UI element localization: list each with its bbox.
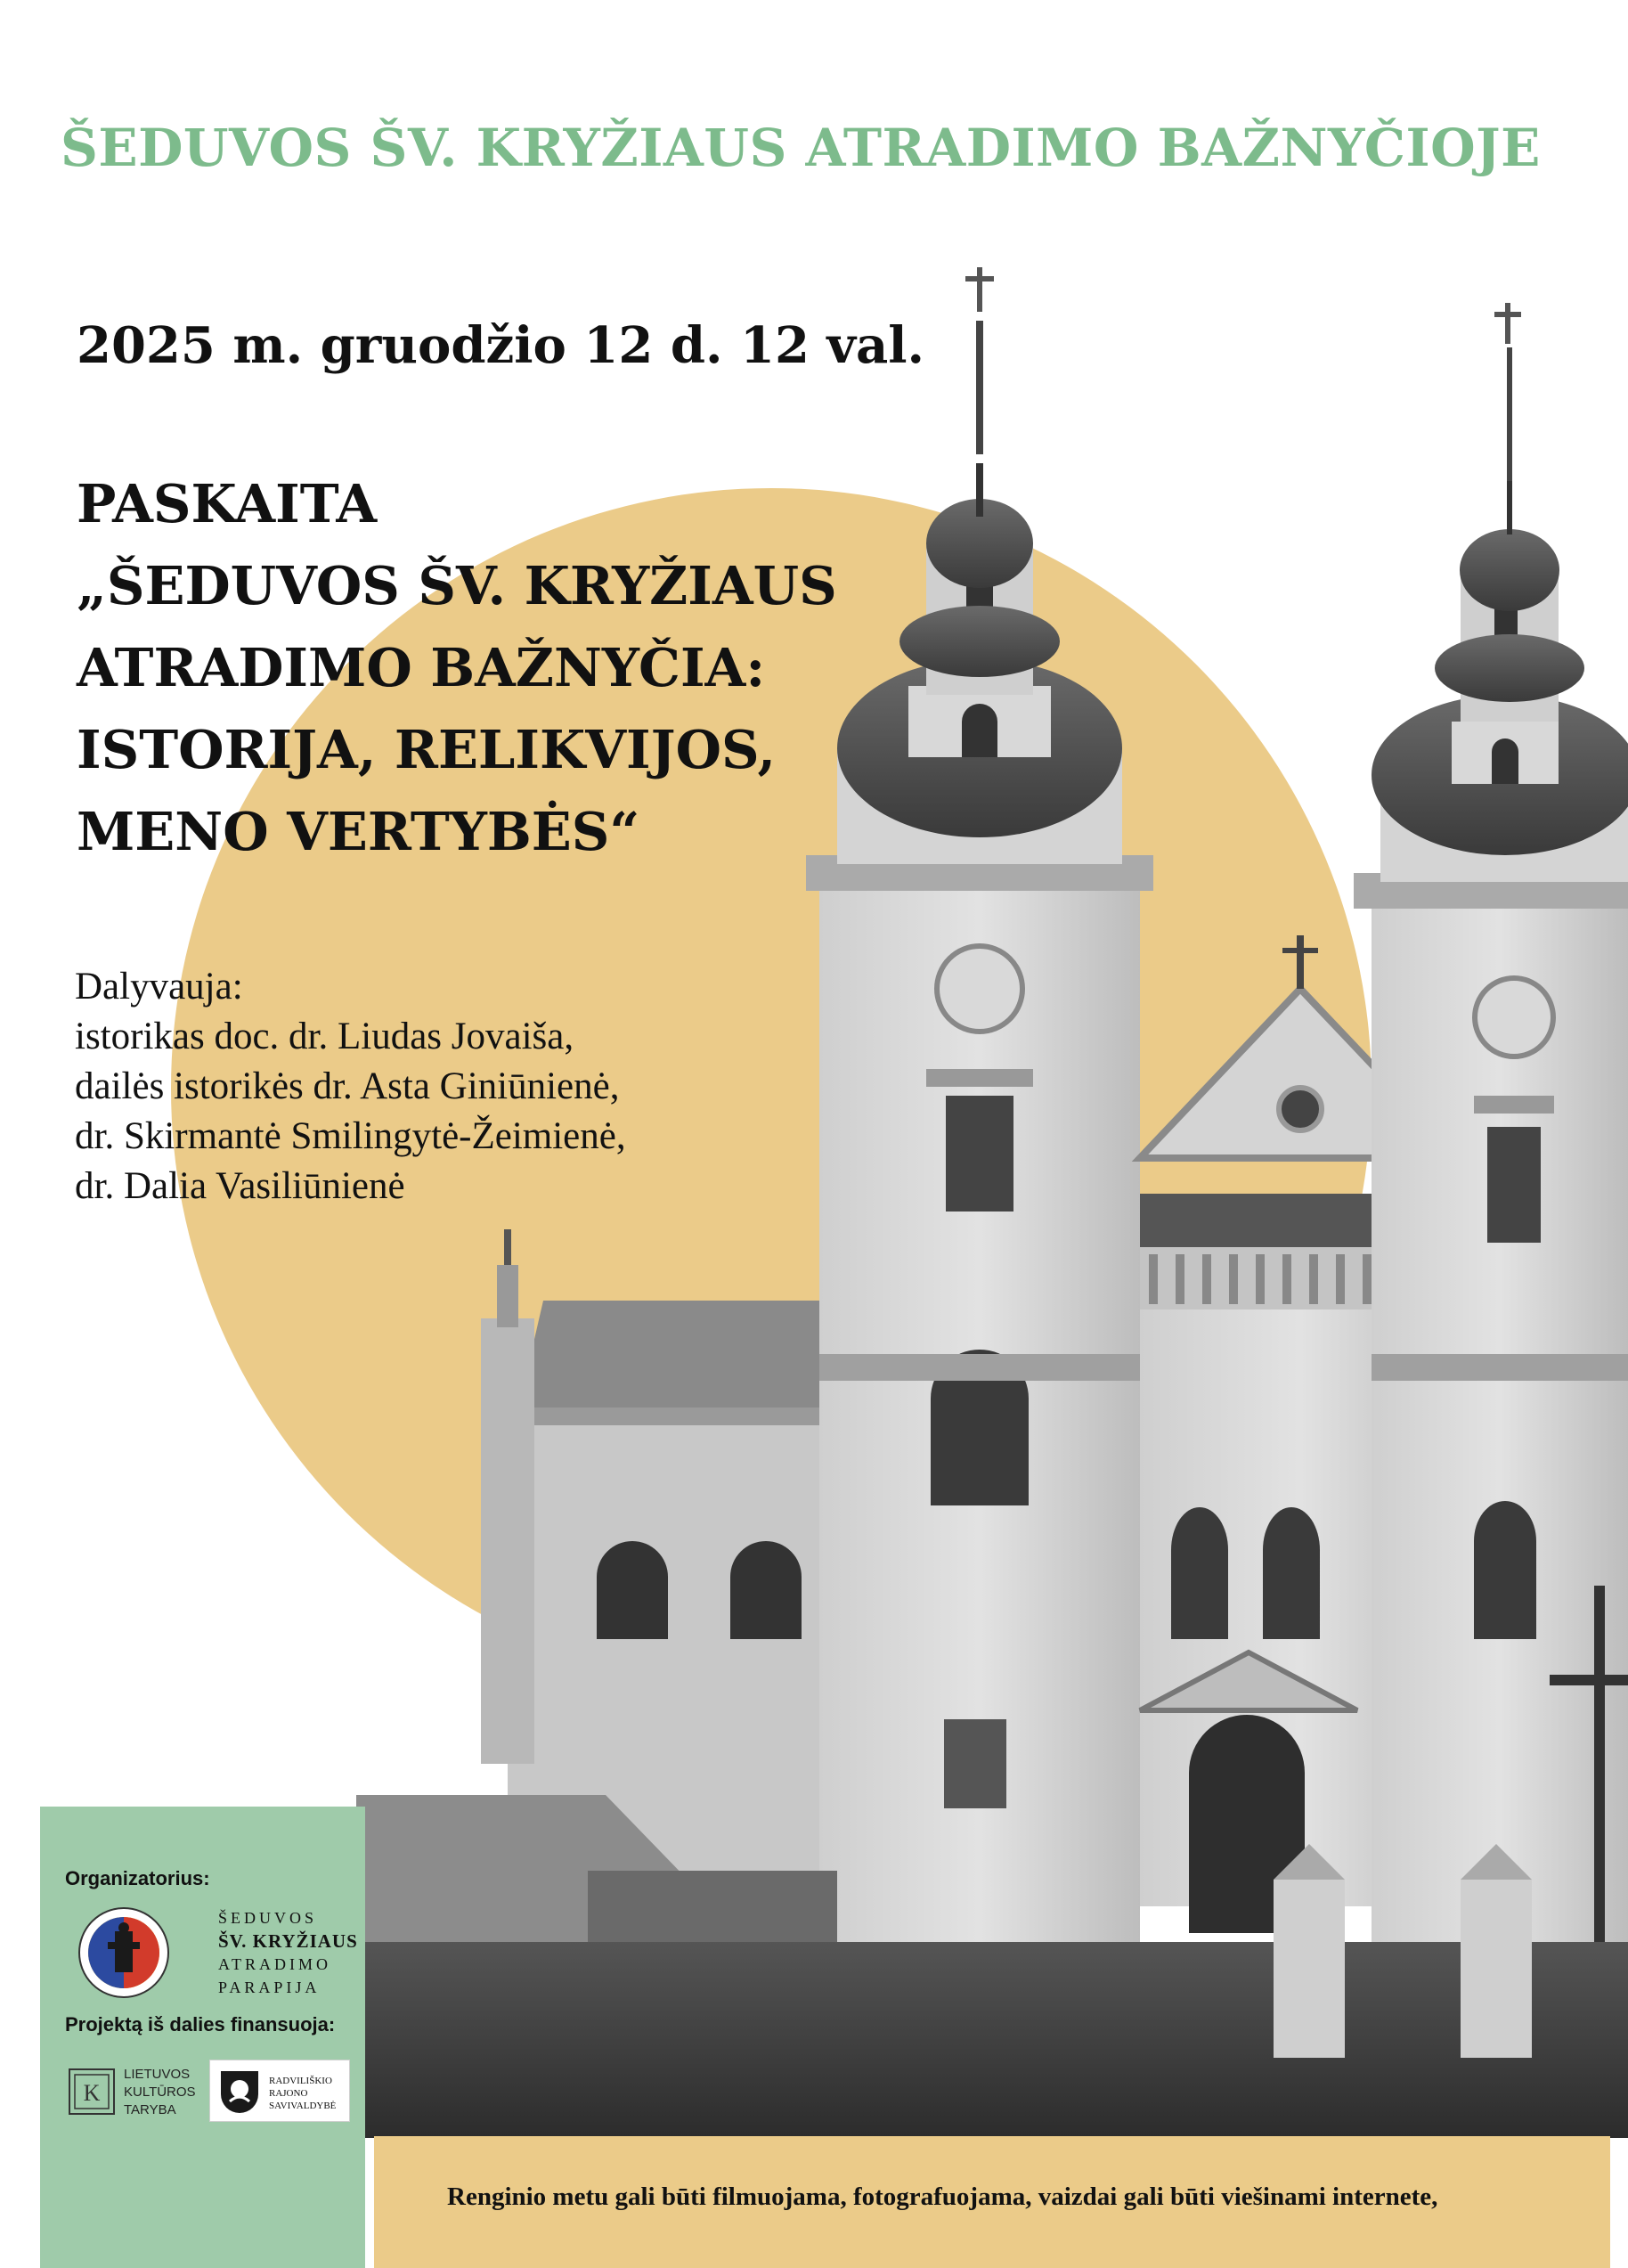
funding-label: Projektą iš dalies finansuoja: bbox=[65, 2013, 336, 2035]
participants-label: Dalyvauja: bbox=[75, 966, 243, 1008]
participants-list bbox=[75, 962, 626, 1212]
radviliskis-coat-of-arms-icon bbox=[217, 2068, 262, 2114]
rrs-name-line: RAJONO bbox=[269, 2088, 308, 2099]
lecture-title bbox=[77, 463, 967, 873]
participant-name: dr. Dalia Vasiliūnienė bbox=[75, 1165, 405, 1207]
participant-name: dr. Skirmantė Smilingytė-Žeimienė, bbox=[75, 1115, 626, 1157]
participant-name: istorikas doc. dr. Liudas Jovaiša, bbox=[75, 1016, 574, 1057]
rrs-logo-box bbox=[209, 2060, 350, 2122]
rrs-name bbox=[269, 2075, 336, 2112]
parish-coat-of-arms-icon bbox=[77, 1906, 170, 1999]
parish-name-line: PARAPIJA bbox=[218, 1978, 321, 1996]
lkt-name bbox=[124, 2066, 196, 2119]
lkt-name-line: KULTŪROS bbox=[124, 2084, 196, 2100]
lkt-name-line: TARYBA bbox=[124, 2102, 176, 2117]
lecture-title-line: PASKAITA bbox=[77, 473, 378, 534]
parish-name-line: ŠEDUVOS bbox=[218, 1909, 318, 1927]
lkt-name-line: LIETUVOS bbox=[124, 2067, 191, 2082]
notice-bar bbox=[374, 2136, 1610, 2268]
lecture-title-line: „ŠEDUVOS ŠV. KRYŽIAUS bbox=[77, 555, 837, 616]
participant-name: dailės istorikės dr. Asta Giniūnienė, bbox=[75, 1065, 620, 1107]
poster-title: ŠEDUVOS ŠV. KRYŽIAUS ATRADIMO BAŽNYČIOJE bbox=[61, 118, 1541, 178]
organizer-label: Organizatorius: bbox=[65, 1867, 210, 1889]
rrs-name-line: SAVIVALDYBĖ bbox=[269, 2101, 337, 2111]
sponsors-panel bbox=[40, 1807, 365, 2268]
filming-notice: Renginio metu gali būti filmuojama, fotografuojama, vaizdai gali būti viešinami internete, bbox=[447, 2182, 1438, 2211]
rrs-name-line: RADVILIŠKIO bbox=[269, 2076, 332, 2086]
lecture-title-line: MENO VERTYBĖS“ bbox=[77, 801, 640, 862]
lecture-title-line: ISTORIJA, RELIKVIJOS, bbox=[77, 719, 777, 780]
parish-name bbox=[218, 1906, 358, 1999]
parish-name-line: ATRADIMO bbox=[218, 1955, 332, 1973]
lkt-square-k-icon bbox=[67, 2067, 117, 2117]
lecture-title-line: ATRADIMO BAŽNYČIA: bbox=[77, 637, 766, 698]
event-date: 2025 m. gruodžio 12 d. 12 val. bbox=[77, 316, 924, 375]
lkt-logo-letter: K bbox=[83, 2080, 101, 2106]
parish-name-line: ŠV. KRYŽIAUS bbox=[218, 1930, 358, 1952]
